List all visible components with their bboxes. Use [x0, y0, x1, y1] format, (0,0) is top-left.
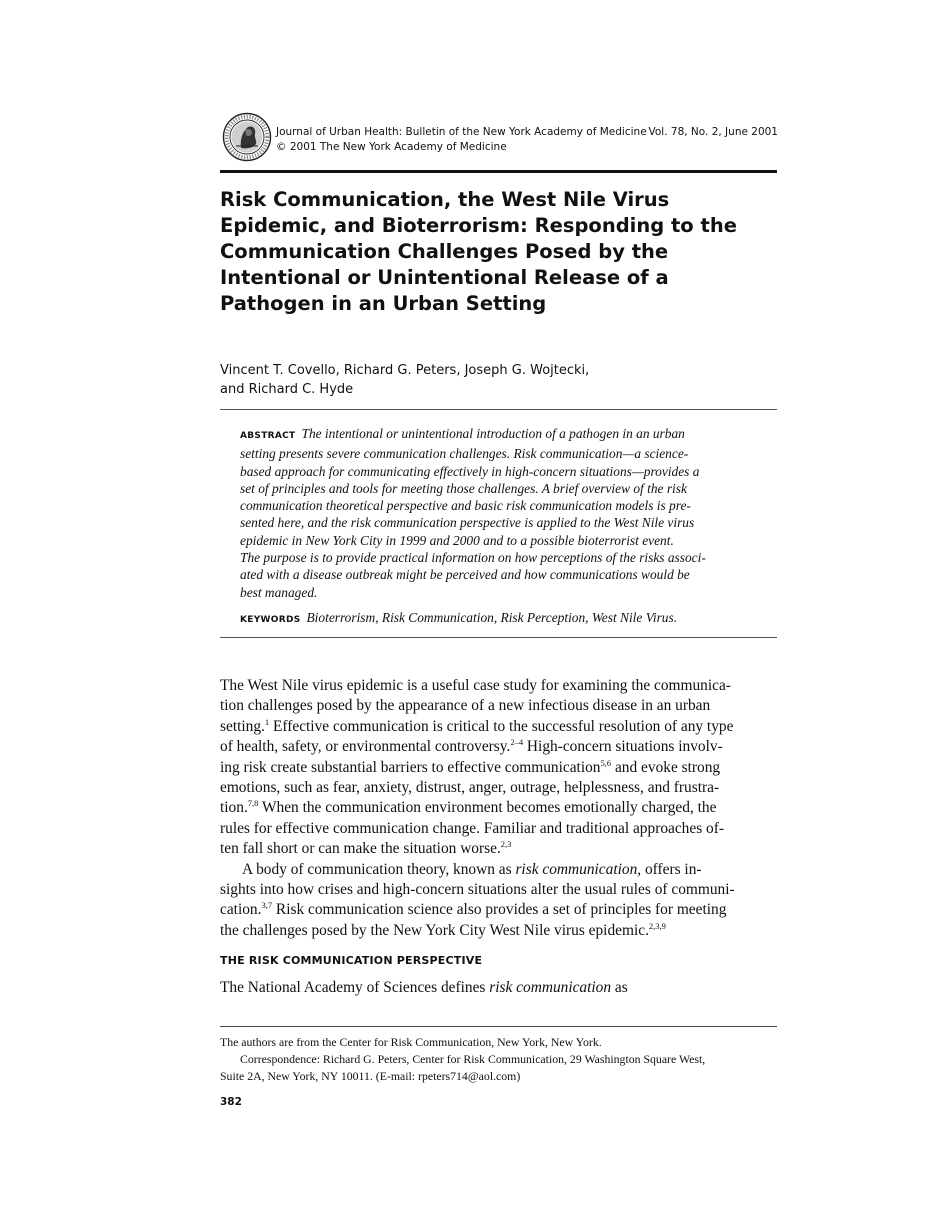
body-line: emotions, such as fear, anxiety, distrust, anger, outrage, helplessness, and frustra-: [220, 779, 720, 797]
body-line: sights into how crises and high-concern situations alter the usual rules of communi-: [220, 881, 735, 899]
citation: 1: [264, 716, 270, 727]
title-line: Pathogen in an Urban Setting: [220, 292, 547, 315]
abstract-line: set of principles and tools for meeting those challenges. A brief overview of the risk: [240, 480, 687, 496]
abstract-line: ated with a disease outbreak might be perceived and how communications would be: [240, 567, 690, 583]
title-line: Communication Challenges Posed by the: [220, 240, 669, 263]
body-line: cation.$^{3,7}$ Risk communication science also provides a set of principles for meeting: [220, 900, 727, 919]
page-number: 382: [220, 1096, 242, 1108]
authors-rule: [220, 409, 777, 410]
footnote-line: Suite 2A, New York, NY 10011. (E-mail: rpeters714@aol.com): [220, 1069, 521, 1083]
copyright-notice: © 2001 The New York Academy of Medicine: [276, 141, 507, 153]
body-line: of health, safety, or environmental controversy.$^{2-4}$ High-concern situations involv-: [220, 737, 723, 756]
citation: 2,3,9: [648, 920, 666, 931]
journal-header: [222, 112, 778, 164]
abstract-line: best managed.: [240, 584, 318, 600]
journal-name: Journal of Urban Health: Bulletin of the New York Academy of Medicine: [276, 126, 647, 138]
body-text: [220, 676, 780, 941]
abstract-line: communication theoretical perspective and basic risk communication models is pre-: [240, 498, 691, 514]
abstract-rule: [220, 637, 777, 638]
abstract-line: The purpose is to provide practical information on how perceptions of the risks associ-: [240, 550, 706, 566]
body-line: tion.$^{7,8}$ When the communication environment becomes emotionally charged, the: [220, 798, 717, 817]
author-list: [220, 361, 780, 399]
authors-line: Vincent T. Covello, Richard G. Peters, Joseph G. Wojtecki,: [220, 363, 590, 378]
abstract-line: ABSTRACT The intentional or unintentional introduction of a pathogen in an urban: [240, 426, 685, 441]
body-line: The West Nile virus epidemic is a useful case study for examining the communica-: [220, 677, 731, 694]
title-line: Epidemic, and Bioterrorism: Responding to the: [220, 214, 737, 237]
abstract-line: sented here, and the risk communication perspective is applied to the West Nile virus: [240, 515, 695, 531]
authors-line: and Richard C. Hyde: [220, 382, 354, 397]
citation: 7,8: [247, 798, 259, 809]
header-rule: [220, 170, 777, 173]
body-line: ten fall short or can make the situation worse.$^{2,3}$: [220, 839, 512, 858]
body-line: ing risk create substantial barriers to effective communication$^{5,6}$ and evoke strong: [220, 757, 721, 776]
article-title: [220, 187, 760, 317]
academy-seal-logo: [222, 112, 272, 162]
body-line: tion challenges posed by the appearance of a new infectious disease in an urban: [220, 697, 711, 715]
title-line: Intentional or Unintentional Release of a: [220, 266, 669, 289]
volume-issue: Vol. 78, No. 2, June 2001: [648, 126, 778, 138]
abstract-line: epidemic in New York City in 1999 and 2000 and to a possible bioterrorist event.: [240, 532, 674, 548]
footnote-line: Correspondence: Richard G. Peters, Center for Risk Communication, 29 Washington Square West,: [240, 1052, 706, 1066]
footnote-line: The authors are from the Center for Risk Communication, New York, New York.: [220, 1035, 602, 1049]
keywords-label: KEYWORDS: [240, 615, 301, 625]
keywords: [240, 609, 760, 629]
footnote: [220, 1034, 790, 1085]
title-line: Risk Communication, the West Nile Virus: [220, 188, 670, 211]
citation: 2,3: [500, 839, 512, 850]
body-line: A body of communication theory, known as risk communication, offers in-: [242, 860, 702, 878]
abstract-line: based approach for communicating effectively in high-concern situations—provides a: [240, 463, 700, 479]
citation: 3,7: [261, 900, 273, 911]
body-line: rules for effective communication change. Familiar and traditional approaches of-: [220, 819, 724, 837]
footnote-rule: [220, 1026, 777, 1027]
abstract-line: setting presents severe communication challenges. Risk communication—a science-: [240, 446, 689, 462]
section-text: The National Academy of Sciences defines risk communication as: [220, 979, 628, 996]
keywords-text: Bioterrorism, Risk Communication, Risk Perception, West Nile Virus.: [306, 610, 678, 625]
section-heading: THE RISK COMMUNICATION PERSPECTIVE: [220, 954, 483, 967]
body-line: the challenges posed by the New York City West Nile virus epidemic.$^{2,3,9}$: [220, 920, 666, 939]
citation: 2–4: [510, 737, 524, 748]
abstract: [240, 425, 760, 601]
body-line: setting.$^1$ Effective communication is critical to the successful resolution of any type: [220, 716, 734, 735]
citation: 5,6: [600, 757, 612, 768]
abstract-label: ABSTRACT: [240, 431, 296, 441]
